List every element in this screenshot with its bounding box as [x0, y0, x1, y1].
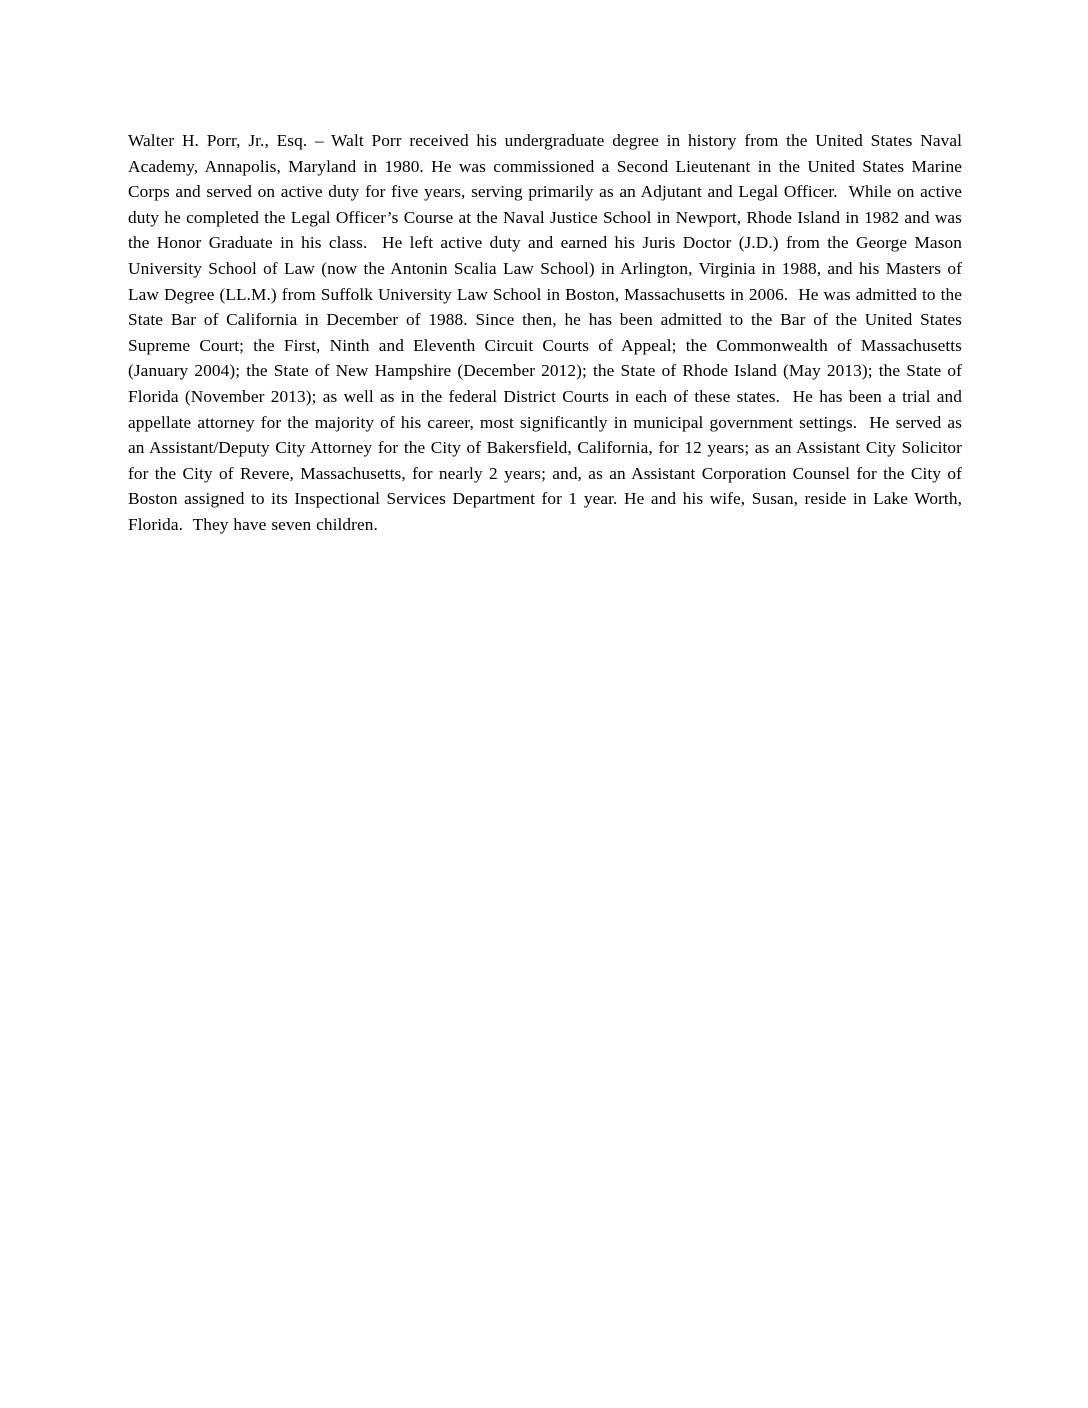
bio-paragraph: Walter H. Porr, Jr., Esq. – Walt Porr received his undergraduate degree in history from the United States Naval Academy, Annapolis, Maryland in 1980. He was commissioned a Second Lieutenant in the United States Marine Corps and served on active duty for five years, serving primarily as an Adjutant and Legal Officer. While on active duty he completed the Legal Officer’s Course at the Naval Justice School in Newport, Rhode Island in 1982 and was the Honor Graduate in his class. He left active duty and earned his Juris Doctor (J.D.) from the George Mason University School of Law (now the Antonin Scalia Law School) in Arlington, Virginia in 1988, and his Masters of Law Degree (LL.M.) from Suffolk University Law School in Boston, Massachusetts in 2006. He was admitted to the State Bar of California in December of 1988. Since then, he has been admitted to the Bar of the United States Supreme Court; the First, Ninth and Eleventh Circuit Courts of Appeal; the Commonwealth of Massachusetts (January 2004); the State of New Hampshire (December 2012); the State of Rhode Island (May 2013); the State of Florida (November 2013); as well as in the federal District Courts in each of these states. He has been a trial and appellate attorney for the majority of his career, most significantly in municipal government settings. He served as an Assistant/Deputy City Attorney for the City of Bakersfield, California, for 12 years; as an Assistant City Solicitor for the City of Revere, Massachusetts, for nearly 2 years; and, as an Assistant Corporation Counsel for the City of Boston assigned to its Inspectional Services Department for 1 year. He and his wife, Susan, reside in Lake Worth, Florida. They have seven children. [128, 131, 967, 534]
text-block [128, 128, 967, 538]
